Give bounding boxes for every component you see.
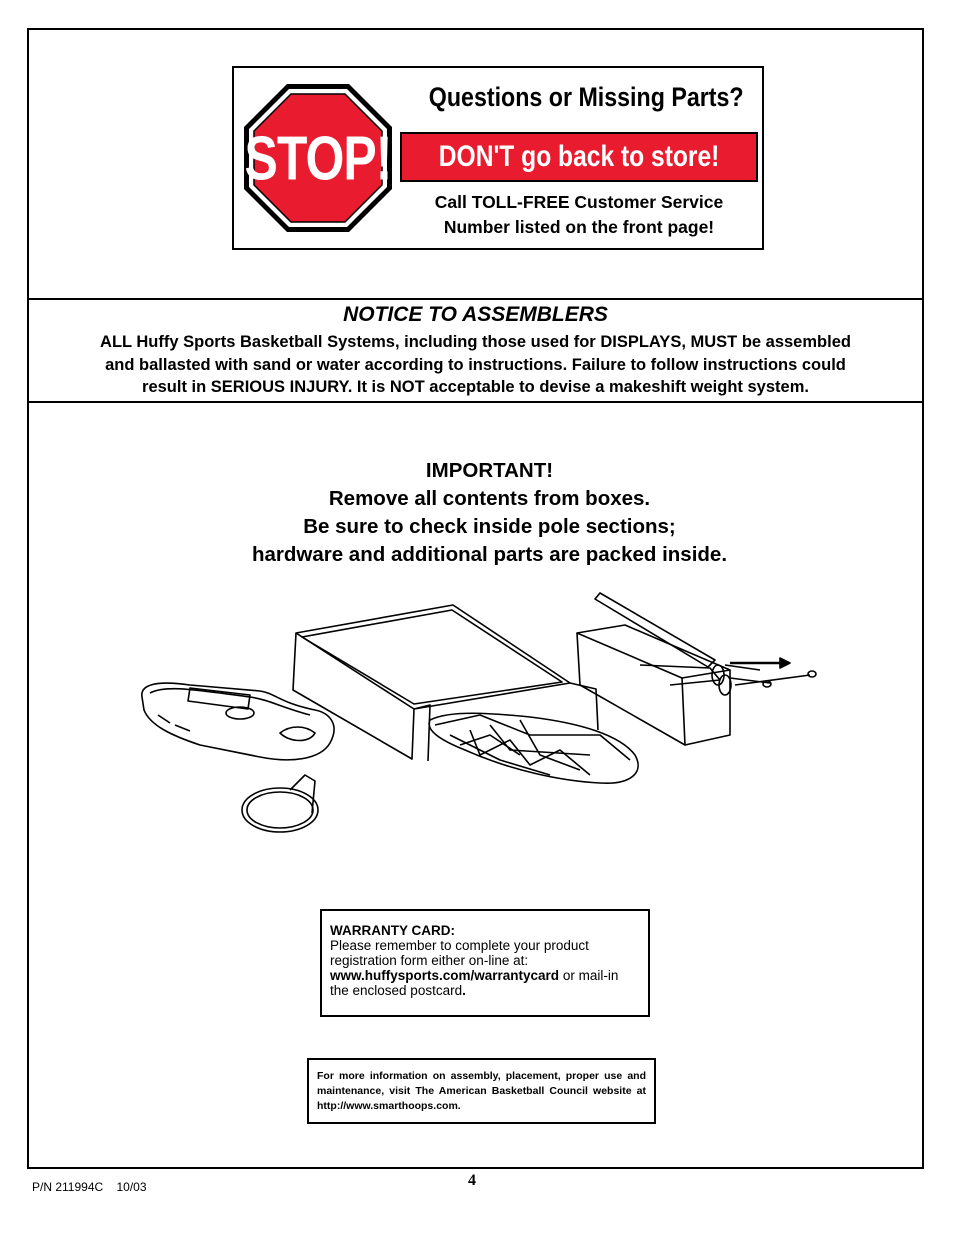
- more-info-text: For more information on assembly, placement, proper use and maintenance, visit The American Basketball Council website at http://www.smarthoops.com.: [317, 1070, 646, 1112]
- important-line-4: hardware and additional parts are packed inside.: [251, 543, 728, 566]
- notice-line-1: ALL Huffy Sports Basketball Systems, including those used for DISPLAYS, MUST be assembled: [100, 333, 851, 351]
- warranty-card-box: [320, 909, 650, 1017]
- open-box-drawing: [293, 605, 598, 761]
- warranty-period: .: [462, 983, 466, 998]
- backboard-drawing: [429, 713, 638, 783]
- important-line-2: Remove all contents from boxes.: [328, 487, 651, 510]
- part-number: P/N 211994C 10/03: [32, 1180, 147, 1194]
- box-contents-illustration: [130, 585, 830, 845]
- divider-notice: [27, 401, 924, 403]
- stop-sign-text: STOP!: [244, 123, 392, 193]
- notice-line-2: and ballasted with sand or water according to instructions. Failure to follow instructions could: [105, 356, 846, 374]
- more-info-box: [307, 1058, 656, 1124]
- page-number: 4: [468, 1172, 476, 1189]
- important-line-3: Be sure to check inside pole sections;: [303, 515, 676, 538]
- ballast-base-drawing: [142, 683, 334, 760]
- rim-ring-drawing: [242, 775, 318, 832]
- warranty-text-1: Please remember to complete your product registration form either on-line at:: [330, 938, 589, 968]
- important-heading: IMPORTANT!: [425, 459, 554, 482]
- call-line-2: Number listed on the front page!: [443, 217, 715, 237]
- pole-box-drawing: [577, 593, 816, 745]
- notice-title: NOTICE TO ASSEMBLERS: [343, 303, 608, 326]
- dont-go-back-banner: [400, 132, 758, 182]
- banner-title: Questions or Missing Parts?: [428, 82, 744, 112]
- dont-go-back-text: DON'T go back to store!: [438, 140, 720, 173]
- warranty-url-link[interactable]: www.huffysports.com/warrantycard: [330, 968, 560, 983]
- stop-banner: [232, 66, 764, 250]
- warranty-heading: WARRANTY CARD:: [330, 923, 455, 938]
- divider-top: [27, 298, 924, 300]
- notice-line-3: result in SERIOUS INJURY. It is NOT acceptable to devise a makeshift weight system.: [142, 378, 809, 396]
- warranty-text: [330, 938, 640, 998]
- call-line-1: Call TOLL-FREE Customer Service: [434, 192, 724, 212]
- warranty-text-2: or mail-in the enclosed postcard: [330, 968, 619, 998]
